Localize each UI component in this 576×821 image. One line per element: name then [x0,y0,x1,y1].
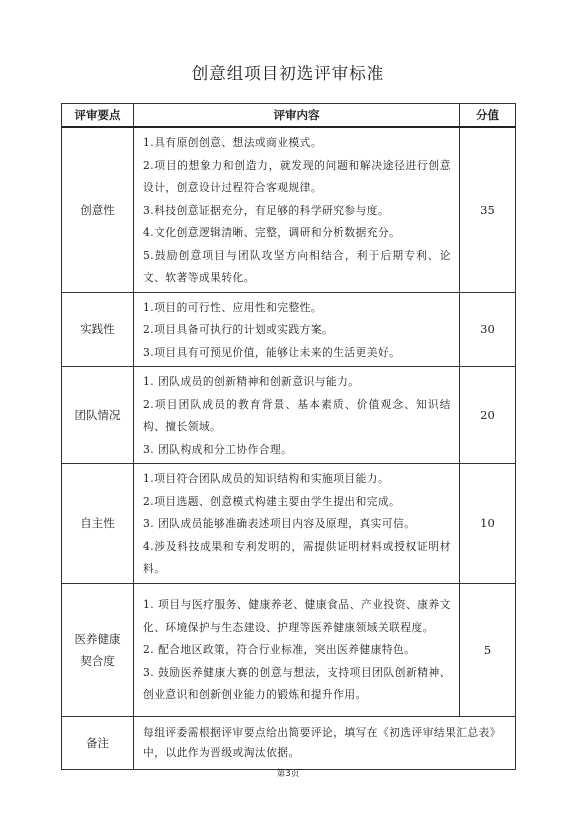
row-point: 自主性 [62,464,134,584]
list-item: 2.项目具备可执行的计划或实践方案。 [143,323,334,336]
list-item: 1. 团队成员的创新精神和创新意识与能力。 [143,375,360,388]
list-item: 1. 项目与医疗服务、健康养老、健康食品、产业投资、康养文化、环境保护与生态建设、护理等医养健康领域关联程度。 [143,598,451,634]
header-content: 评审内容 [134,104,460,128]
row-score: 35 [460,127,516,292]
note-label: 备注 [62,716,134,769]
table-row [62,127,516,292]
row-content [134,127,460,292]
table-header-row [62,104,516,128]
row-score: 20 [460,367,516,464]
page-title: 创意组项目初选评审标准 [191,64,385,83]
list-item: 3.项目具有可预见价值，能够让未来的生活更美好。 [143,345,401,359]
row-point: 实践性 [62,292,134,367]
list-item: 2.项目选题、创意模式构建主要由学生提出和完成。 [143,494,401,508]
row-point-line: 医养健康 [74,631,121,646]
row-score: 30 [460,292,516,367]
row-content [134,583,460,716]
list-item: 1.具有原创创意、想法或商业模式。 [143,136,323,149]
list-item: 3. 团队成员能够准确表述项目内容及原理，真实可信。 [143,517,416,530]
page-number: 第3页 [276,769,300,779]
row-score: 5 [460,583,516,716]
list-item: 2.项目团队成员的教育背景、基本素质、价值观念、知识结构、擅长领域。 [143,397,451,433]
table-row [62,367,516,464]
note-row [62,716,516,769]
row-content [134,367,460,464]
row-score: 10 [460,464,516,584]
header-point: 评审要点 [62,104,134,128]
row-point: 团队情况 [62,367,134,464]
table-row [62,292,516,367]
table-row [62,464,516,584]
header-score: 分值 [460,104,516,128]
list-item: 4.涉及科技成果和专利发明的，需提供证明材料或授权证明材料。 [143,539,451,575]
table-row [62,583,516,716]
note-content [134,716,516,769]
list-item: 1.项目符合团队成员的知识结构和实施项目能力。 [143,472,390,485]
list-item: 1.项目的可行性、应用性和完整性。 [143,300,323,314]
list-item: 3.科技创意证据充分，有足够的科学研究参与度。 [143,203,390,217]
criteria-table [61,103,516,770]
list-item: 3. 团队构成和分工协作合理。 [143,442,293,456]
list-item: 4.文化创意逻辑清晰、完整，调研和分析数据充分。 [143,226,401,239]
list-item: 2. 配合地区政策，符合行业标准，突出医养健康特色。 [143,643,416,657]
list-item: 2.项目的想象力和创造力，就发现的问题和解决途径进行创意设计，创意设计过程符合客观规律。 [143,158,451,194]
list-item: 3. 鼓励医养健康大赛的创意与想法，支持项目团队创新精神、创业意识和创新创业能力的锻炼和提升作用。 [143,665,451,702]
note-text: 每组评委需根据评审要点给出简要评论，填写在《初选评审结果汇总表》中，以此作为晋级或淘汰依据。 [143,725,502,759]
row-content [134,292,460,367]
list-item: 5.鼓励创意项目与团队攻坚方向相结合，利于后期专利、论文、软著等成果转化。 [143,248,451,284]
row-point-line: 契合度 [80,653,115,668]
row-content [134,464,460,584]
row-point: 创意性 [62,127,134,292]
row-point [62,583,134,716]
